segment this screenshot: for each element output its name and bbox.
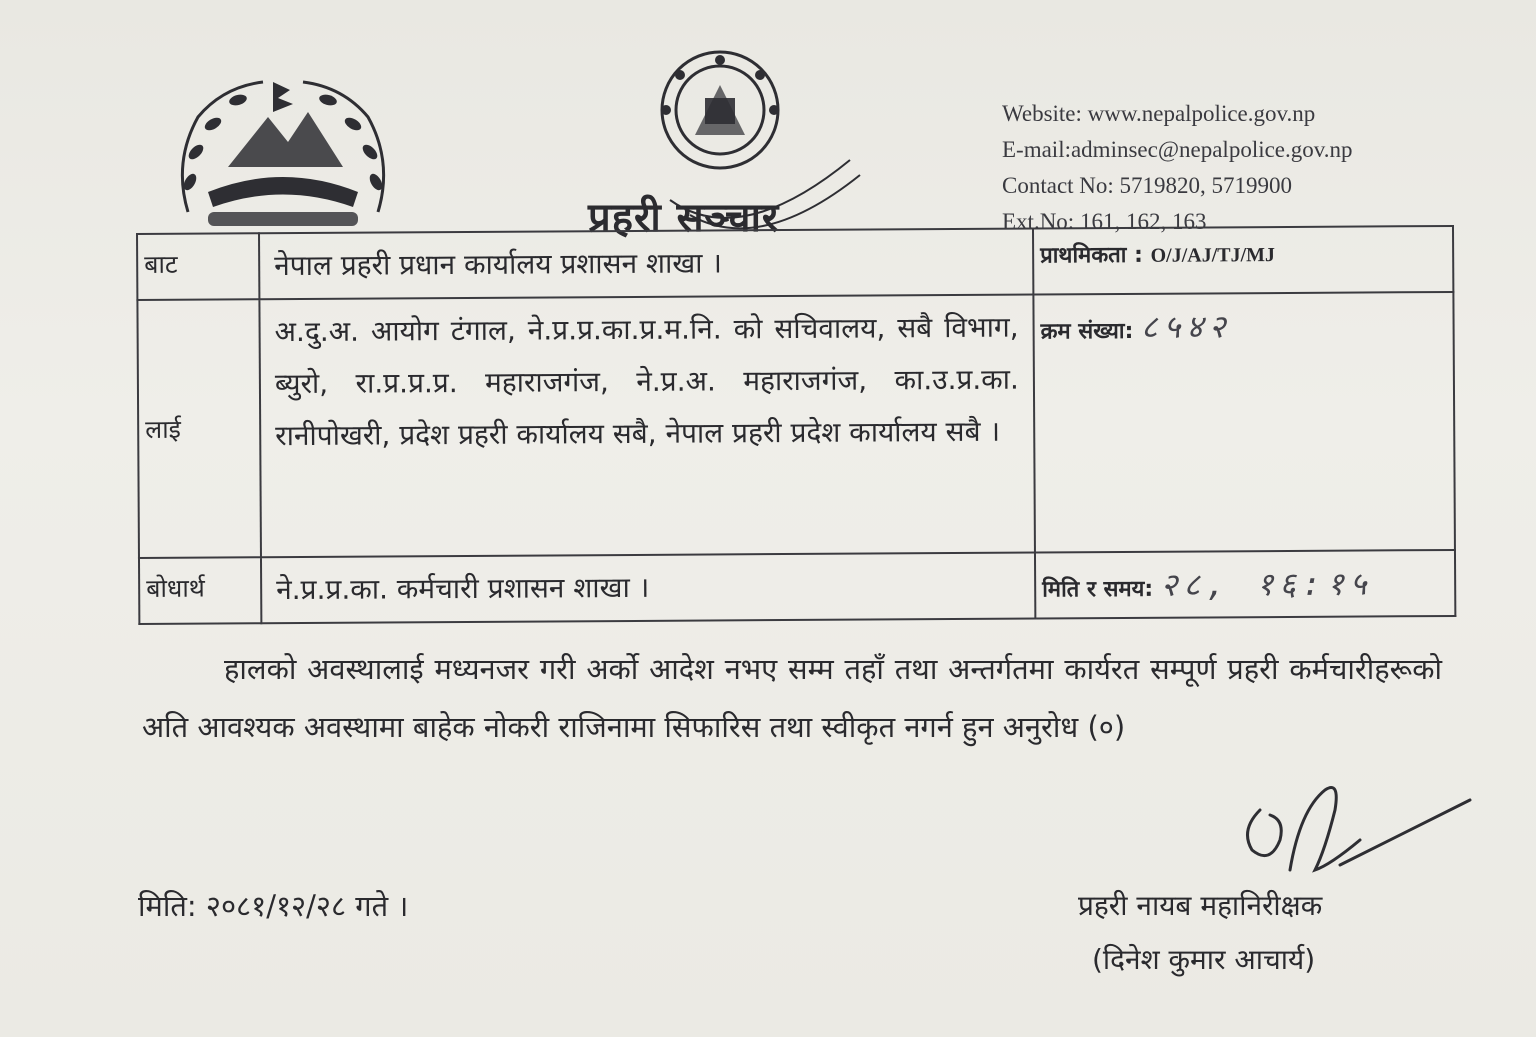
website-text: Website: www.nepalpolice.gov.np [1002, 101, 1316, 126]
datetime-label: मिति र समय: [1042, 576, 1154, 603]
message-body [142, 640, 1442, 756]
cc-value: ने.प्र.प्र.का. कर्मचारी प्रशासन शाखा । [261, 553, 1035, 624]
datetime-cell [1035, 550, 1455, 619]
nepal-emblem-icon [168, 72, 398, 242]
signature-icon [1230, 770, 1480, 890]
from-label: बाट [137, 233, 259, 300]
contact-number-text: Contact No: 5719820, 5719900 [1002, 173, 1293, 198]
routing-table [136, 225, 1456, 625]
to-row [137, 292, 1455, 558]
datetime-value: २८, १६:१५ [1160, 564, 1373, 604]
contact-block [1002, 96, 1353, 240]
cc-row [139, 550, 1455, 624]
signatory-name: (दिनेश कुमार आचार्य) [1092, 943, 1316, 976]
from-value: नेपाल प्रहरी प्रधान कार्यालय प्रशासन शाखा । [259, 229, 1033, 300]
extension-text: Ext.No: 161, 162, 163 [1002, 209, 1207, 234]
masthead-title: प्रहरी सञ्चार [588, 194, 780, 241]
issue-date: मिति: २०८१/१२/२८ गते । [138, 889, 409, 923]
serial-value: ८५४२ [1140, 307, 1232, 346]
message-paragraph: हालको अवस्थालाई मध्यनजर गरी अर्को आदेश नभए सम्म तहाँ तथा अन्तर्गतमा कार्यरत सम्पूर्ण प्रहरी कर्मचारीहरूको अति आवश्यक अवस्थामा बाहेक नोकरी राजिनामा सिफारिस तथा स्वीकृत नगर्न हुन अनुरोध (०) [142, 652, 1442, 744]
serial-label: क्रम संख्या: [1040, 318, 1134, 345]
to-label: लाई [137, 299, 261, 558]
email-text: E-mail:adminsec@nepalpolice.gov.np [1002, 137, 1353, 162]
to-value: अ.दु.अ. आयोग टंगाल, ने.प्र.प्र.का.प्र.म.नि. को सचिवालय, सबै विभाग, ब्युरो, रा.प्र.प्र.प्र. महाराजगंज, ने.प्र.अ. महाराजगंज, का.उ.प्र.का. रानीपोखरी, प्रदेश प्रहरी कार्यालय सबै, नेपाल प्रहरी प्रदेश कार्यालय सबै । [259, 295, 1035, 558]
priority-label: प्राथमिकता : [1040, 242, 1143, 269]
signatory-designation: प्रहरी नायब महानिरीक्षक [1078, 889, 1323, 922]
priority-codes: O/J/AJ/TJ/MJ [1150, 244, 1276, 267]
from-row [137, 226, 1453, 300]
priority-cell [1033, 226, 1453, 295]
serial-cell [1033, 292, 1455, 553]
cc-label: बोधार्थ [139, 557, 261, 624]
